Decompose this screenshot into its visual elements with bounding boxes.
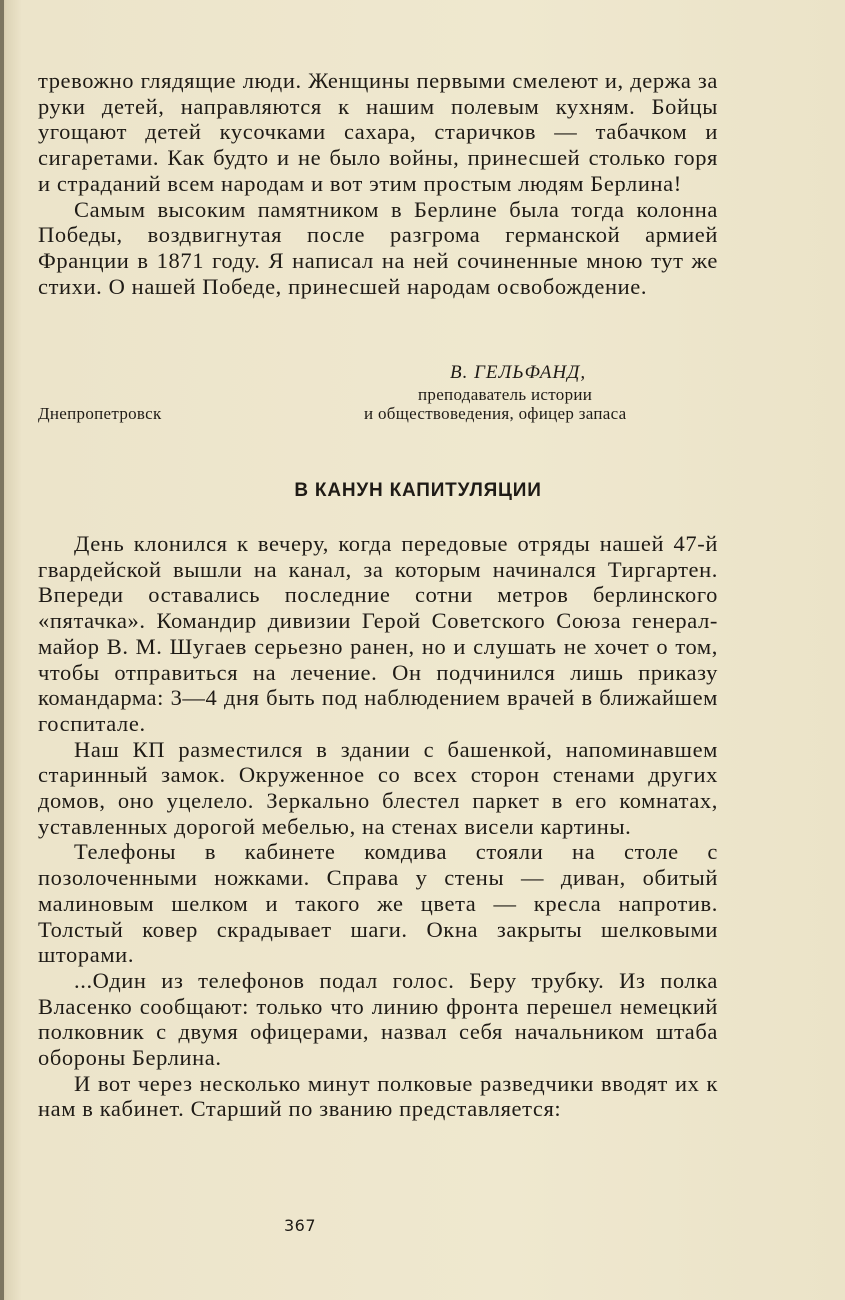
paragraph-continued: тревожно глядящие люди. Женщины первыми смелеют и, держа за руки детей, направляются к нашим полевым кухням. Бойцы угощают детей кусочками сахара, старичков — табачком и сигаретами. Как будто и не было войны, принесшей столько горя и страданий всем народам и вот этим простым людям Берлина! [38, 68, 718, 196]
paragraph: Телефоны в кабинете комдива стояли на столе с позолоченными ножками. Справа у стены — диван, обитый малиновым шелком и такого же цвета — кресла напротив. Толстый ковер скрадывает шаги. Окна закрыты шелковыми шторами. [38, 839, 718, 968]
paragraph: И вот через несколько минут полковые разведчики вводят их к нам в кабинет. Старший по званию представляется: [38, 1070, 718, 1122]
paragraph: День клонился к вечеру, когда передовые отряды нашей 47-й гвардейской вышли на канал, за которым начинался Тиргартен. Впереди оставались последние сотни метров берлинского «пятачка». Командир дивизии Герой Советского Союза генерал-майор В. М. Шугаев серьезно ранен, но и слушать не хочет о том, чтобы отправиться на лечение. Он подчинился лишь приказу командарма: 3—4 дня быть под наблюдением врачей в ближайшем госпитале. [38, 531, 718, 736]
author-name: В. ГЕЛЬФАНД, [450, 362, 587, 383]
author-role-line2: и обществоведения, офицер запаса [364, 404, 627, 423]
paragraph: Наш КП разместился в здании с башенкой, напоминавшем старинный замок. Окруженное со всех сторон стенами других домов, оно уцелело. Зеркально блестел паркет в его комнатах, уставленных дорогой мебелью, на стенах висели картины. [38, 736, 718, 839]
page-number: 367 [283, 1216, 317, 1235]
author-role-line1: преподаватель истории [418, 385, 593, 404]
paragraph: Самым высоким памятником в Берлине была тогда колонна Победы, воздвигнутая после разгрома германской армией Франции в 1871 году. Я написал на ней сочиненные мною тут же стихи. О нашей Победе, принесшей народам освобождение. [38, 196, 718, 299]
paragraph: ...Один из телефонов подал голос. Беру трубку. Из полка Власенко сообщают: только что линию фронта перешел немецкий полковник с двумя офицерами, назвал себя начальником штаба обороны Берлина. [38, 967, 718, 1071]
top-text-section [38, 68, 718, 299]
author-city: Днепропетровск [38, 404, 162, 423]
page-spine-edge [0, 0, 4, 1300]
article-body [38, 531, 718, 1122]
article-title: В КАНУН КАПИТУЛЯЦИИ [294, 480, 542, 501]
